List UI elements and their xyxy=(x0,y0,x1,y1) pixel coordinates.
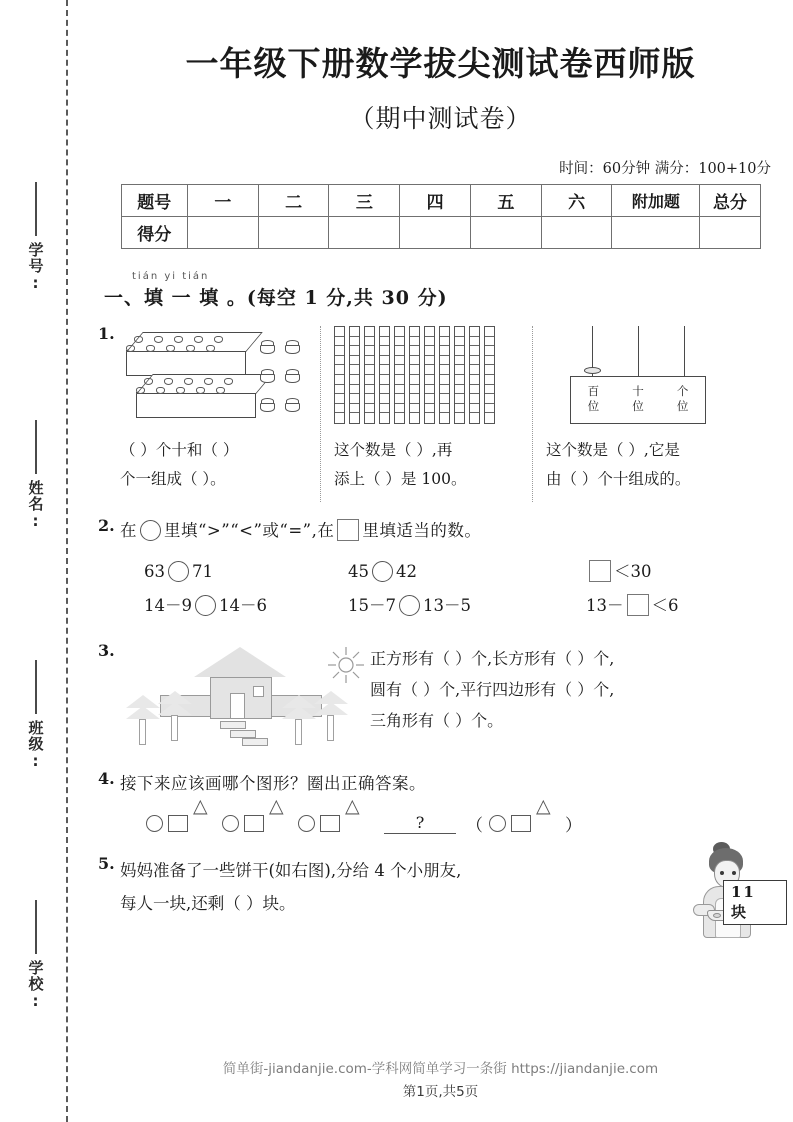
tray-back xyxy=(126,350,246,376)
q4-options-open: （ xyxy=(466,816,483,836)
cupcake-icon xyxy=(154,336,163,343)
margin-field-school xyxy=(14,900,58,1015)
page-footer xyxy=(88,1057,793,1100)
square-icon xyxy=(244,815,264,832)
place-value-frame xyxy=(546,324,736,434)
tree-icon xyxy=(282,695,316,747)
question-2-expressions xyxy=(120,555,783,623)
q2-expr-2 xyxy=(348,555,564,589)
score-cell-3[interactable] xyxy=(329,217,400,249)
question-1-panel-2-text xyxy=(334,436,532,494)
score-cell-6[interactable] xyxy=(541,217,612,249)
cupcake-icon xyxy=(196,387,205,394)
exam-page xyxy=(88,0,793,1122)
question-1-panel-3-text xyxy=(546,436,764,494)
q2-prompt-part-c: 里填适当的数。 xyxy=(362,521,482,540)
write-rule xyxy=(35,182,37,236)
score-cell-1[interactable] xyxy=(187,217,258,249)
section-title: 一、填 一 填 。(每空 1 分,共 30 分) xyxy=(104,287,448,309)
tree-icon xyxy=(314,691,348,743)
tray-back-cupcakes xyxy=(134,334,250,350)
cookie-icon xyxy=(713,913,721,918)
question-3 xyxy=(98,641,783,749)
ten-rod xyxy=(349,326,360,424)
cupcake-icon xyxy=(184,378,193,385)
place-value-labels-box xyxy=(570,376,706,424)
cupcake-icon xyxy=(204,378,213,385)
exam-meta-info: 时间：60分钟 满分：100+10分 xyxy=(559,161,771,177)
q2-r2-c1-left: 14－9 xyxy=(144,596,192,615)
table-row-header xyxy=(121,185,760,217)
cupcake-icon xyxy=(144,378,153,385)
tray-front-cupcakes xyxy=(144,376,260,392)
margin-label-student-id: 学号: xyxy=(26,242,45,293)
score-table-col-5: 五 xyxy=(470,185,541,217)
question-1-panels xyxy=(120,324,783,494)
option-triangle-icon[interactable] xyxy=(536,815,556,832)
score-cell-5[interactable] xyxy=(470,217,541,249)
cupcake-trays-illustration xyxy=(120,324,320,436)
roof-triangle-icon xyxy=(194,647,286,677)
question-1 xyxy=(98,324,783,494)
q3-line-1: 正方形有（ ）个,长方形有（ ）个, xyxy=(370,649,615,668)
cupcake-icon xyxy=(166,345,175,352)
cupcake-icon xyxy=(285,369,300,383)
answer-blank[interactable]: ? xyxy=(384,813,456,834)
place-label-ones: 个 位 xyxy=(676,384,689,413)
window-square-icon xyxy=(253,686,264,697)
cupcake-icon xyxy=(136,387,145,394)
question-4-pattern-row xyxy=(146,811,783,836)
ten-rod xyxy=(364,326,375,424)
ten-rod xyxy=(424,326,435,424)
score-table-row-label-2: 得分 xyxy=(121,217,187,249)
tray-front xyxy=(136,392,256,418)
cupcake-icon xyxy=(194,336,203,343)
question-1-panel-2 xyxy=(320,324,532,494)
score-cell-2[interactable] xyxy=(258,217,329,249)
circle-blank-icon[interactable] xyxy=(140,520,161,541)
margin-dashed-divider xyxy=(66,0,68,1122)
q2-r1-c1-right: 71 xyxy=(192,562,213,581)
q3-line-2: 圆有（ ）个,平行四边形有（ ）个, xyxy=(370,680,615,699)
tree-icon xyxy=(126,695,160,747)
page-number: 第1页,共5页 xyxy=(402,1084,479,1100)
question-1-number: 1. xyxy=(98,324,115,343)
score-cell-4[interactable] xyxy=(400,217,471,249)
cupcake-icon xyxy=(186,345,195,352)
section-heading-fill-in xyxy=(104,271,793,310)
cupcake-icon xyxy=(146,345,155,352)
cookie-count-label: 11 块 xyxy=(723,880,787,925)
step-stone xyxy=(220,721,246,729)
write-rule xyxy=(35,900,37,954)
cupcake-icon xyxy=(206,345,215,352)
page-title: 一年级下册数学拔尖测试卷西师版 xyxy=(185,44,696,83)
eye-icon xyxy=(732,871,736,875)
ten-rod xyxy=(334,326,345,424)
write-rule xyxy=(35,660,37,714)
q2-r2-c1-right: 14－6 xyxy=(219,596,267,615)
q2-r2-c3-text: ＜6 xyxy=(651,596,679,615)
cupcake-icon xyxy=(260,398,275,412)
cupcake-icon xyxy=(134,336,143,343)
cupcake-icon xyxy=(285,340,300,354)
score-table-col-1: 一 xyxy=(187,185,258,217)
question-5-number: 5. xyxy=(98,854,115,873)
question-3-number: 3. xyxy=(98,641,115,660)
q1-p1-line1: （ ）个十和（ ） xyxy=(120,441,239,459)
place-label-tens: 十 位 xyxy=(632,384,644,413)
q2-r1-c1-left: 63 xyxy=(144,562,165,581)
question-2-number: 2. xyxy=(98,516,115,535)
cupcake-icon xyxy=(216,387,225,394)
q2-row-2 xyxy=(120,589,783,623)
score-table-col-2: 二 xyxy=(258,185,329,217)
cupcake-icon xyxy=(176,387,185,394)
cupcake-icon xyxy=(224,378,233,385)
square-blank-icon[interactable] xyxy=(627,594,649,616)
q2-r1-c2-right: 42 xyxy=(396,562,417,581)
triangle-icon xyxy=(269,815,289,832)
q1-p1-line2: 个一组成（ ）。 xyxy=(120,470,226,488)
circle-blank-icon[interactable] xyxy=(168,561,189,582)
score-table-col-4: 四 xyxy=(400,185,471,217)
cupcake-icon xyxy=(174,336,183,343)
q2-expr-1 xyxy=(120,555,348,589)
question-3-text xyxy=(370,641,783,736)
ten-rod xyxy=(409,326,420,424)
margin-field-class xyxy=(14,660,58,775)
eye-icon xyxy=(720,871,724,875)
ten-rod xyxy=(439,326,450,424)
q1-p2-line2: 添上（ ）是 100。 xyxy=(334,470,467,488)
tray-group xyxy=(120,324,305,430)
question-1-panel-3 xyxy=(532,324,764,494)
q2-r2-c2-right: 13－5 xyxy=(423,596,471,615)
square-icon xyxy=(320,815,340,832)
ten-rod xyxy=(454,326,465,424)
score-table-col-3: 三 xyxy=(329,185,400,217)
watermark-text: 简单街-jiandanjie.com-学科网简单学习一条街 https://jiandanjie.com xyxy=(222,1061,659,1077)
bead-icon xyxy=(584,367,601,374)
left-margin-strip xyxy=(0,0,88,1122)
step-stone xyxy=(242,738,268,746)
score-cell-extra[interactable] xyxy=(612,217,700,249)
question-2-prompt xyxy=(120,516,783,546)
door-icon xyxy=(230,693,245,719)
score-table-col-total: 总分 xyxy=(700,185,760,217)
ten-rods-illustration xyxy=(334,324,532,436)
cupcake-icon xyxy=(164,378,173,385)
q1-p3-line1: 这个数是（ ）,它是 xyxy=(546,441,680,459)
q5-line-1: 妈妈准备了一些饼干(如右图),分给 4 个小朋友, xyxy=(120,861,462,880)
house-scene-illustration xyxy=(120,641,370,749)
place-value-frame-illustration xyxy=(546,324,764,436)
cupcake-icon xyxy=(260,340,275,354)
q2-expr-3 xyxy=(564,555,754,589)
q2-r2-c2-left: 15－7 xyxy=(348,596,396,615)
step-stone xyxy=(230,730,256,738)
question-2 xyxy=(98,516,783,623)
q5-line-2: 每人一块,还剩（ ）块。 xyxy=(120,894,296,913)
circle-icon xyxy=(222,815,239,832)
q2-r2-c3-prefix: 13－ xyxy=(586,596,624,615)
q4-options-close: ） xyxy=(565,816,582,836)
score-table-row-label-1: 题号 xyxy=(121,185,187,217)
place-label-hundreds: 百 位 xyxy=(587,384,600,413)
sun-icon xyxy=(326,645,366,685)
question-4-number: 4. xyxy=(98,769,115,788)
q2-expr-5 xyxy=(348,589,564,623)
cupcake-icon xyxy=(156,387,165,394)
tens-rod xyxy=(638,326,639,380)
cupcake-icon xyxy=(214,336,223,343)
ten-rod xyxy=(394,326,405,424)
margin-field-name xyxy=(14,420,58,535)
score-table-col-6: 六 xyxy=(541,185,612,217)
page-subtitle: （期中测试卷） xyxy=(349,104,532,133)
circle-blank-icon[interactable] xyxy=(195,595,216,616)
tree-icon xyxy=(158,691,192,743)
ten-rods-group xyxy=(334,324,514,428)
option-square-icon[interactable] xyxy=(511,815,531,832)
cupcake-icon xyxy=(260,369,275,383)
q1-p2-line1: 这个数是（ ）,再 xyxy=(334,441,453,459)
q2-r1-c3-text: ＜30 xyxy=(614,562,652,581)
score-table-col-extra: 附加题 xyxy=(612,185,700,217)
triangle-icon xyxy=(345,815,365,832)
question-4 xyxy=(98,769,783,836)
circle-icon xyxy=(146,815,163,832)
ten-rod xyxy=(469,326,480,424)
triangle-icon xyxy=(193,815,213,832)
mother-with-cookies-illustration xyxy=(669,846,787,942)
q2-prompt-part-b: 里填“>”“<”或“=”,在 xyxy=(164,521,335,540)
question-5-text xyxy=(120,854,660,920)
cupcake-icon xyxy=(285,398,300,412)
section-pinyin: tián yi tián xyxy=(132,271,210,282)
question-4-prompt: 接下来应该画哪个图形？圈出正确答案。 xyxy=(120,774,426,793)
q2-prompt-part-a: 在 xyxy=(120,521,137,540)
circle-blank-icon[interactable] xyxy=(372,561,393,582)
square-blank-icon[interactable] xyxy=(337,519,359,541)
ones-rod xyxy=(684,326,685,380)
score-table xyxy=(121,184,761,249)
question-3-body xyxy=(120,641,783,749)
q3-line-3: 三角形有（ ）个。 xyxy=(370,711,504,730)
q2-r1-c2-left: 45 xyxy=(348,562,369,581)
cupcake-icon xyxy=(126,345,135,352)
square-icon xyxy=(168,815,188,832)
question-5 xyxy=(98,854,783,921)
margin-label-class: 班级: xyxy=(26,720,45,771)
question-1-panel-1 xyxy=(120,324,320,494)
circle-blank-icon[interactable] xyxy=(399,595,420,616)
circle-icon xyxy=(298,815,315,832)
q2-expr-6 xyxy=(564,589,754,623)
table-row-scores xyxy=(121,217,760,249)
question-1-panel-1-text xyxy=(120,436,320,494)
margin-label-school: 学校: xyxy=(26,960,45,1011)
ten-rod xyxy=(484,326,495,424)
q2-row-1 xyxy=(120,555,783,589)
write-rule xyxy=(35,420,37,474)
option-circle-icon[interactable] xyxy=(489,815,506,832)
margin-label-name: 姓名: xyxy=(26,480,45,531)
q1-p3-line2: 由（ ）个十组成的。 xyxy=(546,470,691,488)
ten-rod xyxy=(379,326,390,424)
margin-field-student-id xyxy=(14,182,58,297)
score-cell-total[interactable] xyxy=(700,217,760,249)
q2-expr-4 xyxy=(120,589,348,623)
square-blank-icon[interactable] xyxy=(589,560,611,582)
